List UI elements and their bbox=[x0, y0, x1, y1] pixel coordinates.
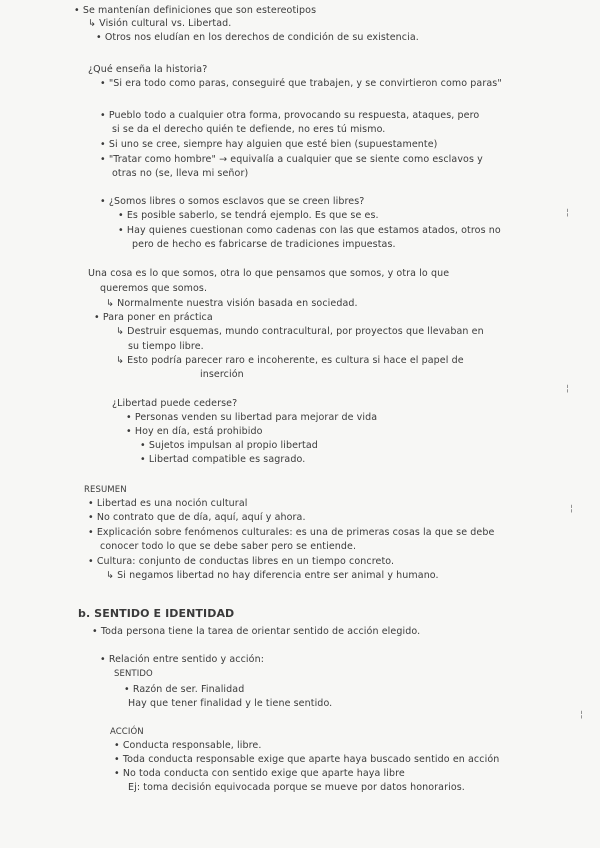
summary-heading: RESUMEN bbox=[84, 485, 127, 495]
note-line: • Sujetos impulsan al propio libertad bbox=[140, 440, 318, 451]
note-line: • No contrato que de día, aquí, aquí y ahora. bbox=[88, 512, 306, 523]
note-line: pero de hecho es fabricarse de tradiciones impuestas. bbox=[132, 239, 396, 250]
note-line: • Pueblo todo a cualquier otra forma, provocando su respuesta, ataques, pero bbox=[100, 110, 480, 121]
note-line: • Hoy en día, está prohibido bbox=[126, 426, 263, 437]
note-line: • Explicación sobre fenómenos culturales: es una de primeras cosas la que se debe bbox=[88, 527, 495, 538]
section-heading: b. SENTIDO E IDENTIDAD bbox=[78, 607, 235, 620]
note-line: • ¿Somos libres o somos esclavos que se creen libres? bbox=[100, 196, 365, 207]
note-line: • Toda persona tiene la tarea de orientar sentido de acción elegido. bbox=[92, 626, 421, 637]
note-heading: ¿Qué enseña la historia? bbox=[88, 64, 208, 75]
note-line: • Es posible saberlo, se tendrá ejemplo. Es que se es. bbox=[118, 210, 379, 221]
note-line: • Toda conducta responsable exige que aparte haya buscado sentido en acción bbox=[114, 754, 500, 765]
note-line: • Conducta responsable, libre. bbox=[114, 740, 262, 751]
note-line: • Si uno se cree, siempre hay alguien que esté bien (supuestamente) bbox=[100, 139, 438, 150]
note-line: • Libertad es una noción cultural bbox=[88, 498, 248, 509]
note-line: ↳ Si negamos libertad no hay diferencia entre ser animal y humano. bbox=[106, 570, 439, 581]
note-line: ↳ Destruir esquemas, mundo contracultural, por proyectos que llevaban en bbox=[116, 326, 484, 337]
note-line: • "Si era todo como paras, conseguiré que trabajen, y se convirtieron como paras" bbox=[100, 78, 502, 89]
note-line: si se da el derecho quién te defiende, no eres tú mismo. bbox=[112, 124, 386, 135]
note-line: queremos que somos. bbox=[100, 283, 208, 294]
note-line: • Cultura: conjunto de conductas libres en un tiempo concreto. bbox=[88, 556, 395, 567]
note-line: • Otros nos eludían en los derechos de condición de su existencia. bbox=[96, 32, 419, 43]
note-line: • "Tratar como hombre" → equivalía a cualquier que se siente como esclavos y bbox=[100, 154, 483, 165]
subheading-accion: ACCIÓN bbox=[110, 727, 144, 737]
margin-tick: ¦ bbox=[566, 384, 570, 394]
note-line: • No toda conducta con sentido exige que aparte haya libre bbox=[114, 768, 405, 779]
note-line: • Razón de ser. Finalidad bbox=[124, 684, 245, 695]
note-line: inserción bbox=[200, 369, 244, 380]
margin-tick: ¦ bbox=[580, 710, 584, 720]
note-line: • Hay quienes cuestionan como cadenas con las que estamos atados, otros no bbox=[118, 225, 501, 236]
note-line: • Libertad compatible es sagrado. bbox=[140, 454, 306, 465]
note-line: otras no (se, lleva mi señor) bbox=[112, 168, 249, 179]
note-line: ↳ Visión cultural vs. Libertad. bbox=[88, 18, 232, 29]
margin-tick: ¦ bbox=[566, 208, 570, 218]
note-line: ↳ Esto podría parecer raro e incoherente, es cultura si hace el papel de bbox=[116, 355, 464, 366]
note-line: Ej: toma decisión equivocada porque se mueve por datos honorarios. bbox=[128, 782, 465, 793]
note-heading: ¿Libertad puede cederse? bbox=[112, 398, 238, 409]
note-line: ↳ Normalmente nuestra visión basada en sociedad. bbox=[106, 298, 358, 309]
note-line: • Para poner en práctica bbox=[94, 312, 213, 323]
note-line: • Personas venden su libertad para mejorar de vida bbox=[126, 412, 378, 423]
note-line: conocer todo lo que se debe saber pero se entiende. bbox=[100, 541, 357, 552]
note-line: • Relación entre sentido y acción: bbox=[100, 654, 264, 665]
note-line: Hay que tener finalidad y le tiene sentido. bbox=[128, 698, 333, 709]
margin-tick: ¦ bbox=[570, 504, 574, 514]
note-line: Una cosa es lo que somos, otra lo que pensamos que somos, y otra lo que bbox=[88, 268, 450, 279]
note-line: su tiempo libre. bbox=[128, 341, 204, 352]
note-line: • Se mantenían definiciones que son estereotipos bbox=[74, 5, 317, 16]
subheading-sentido: SENTIDO bbox=[114, 669, 153, 679]
